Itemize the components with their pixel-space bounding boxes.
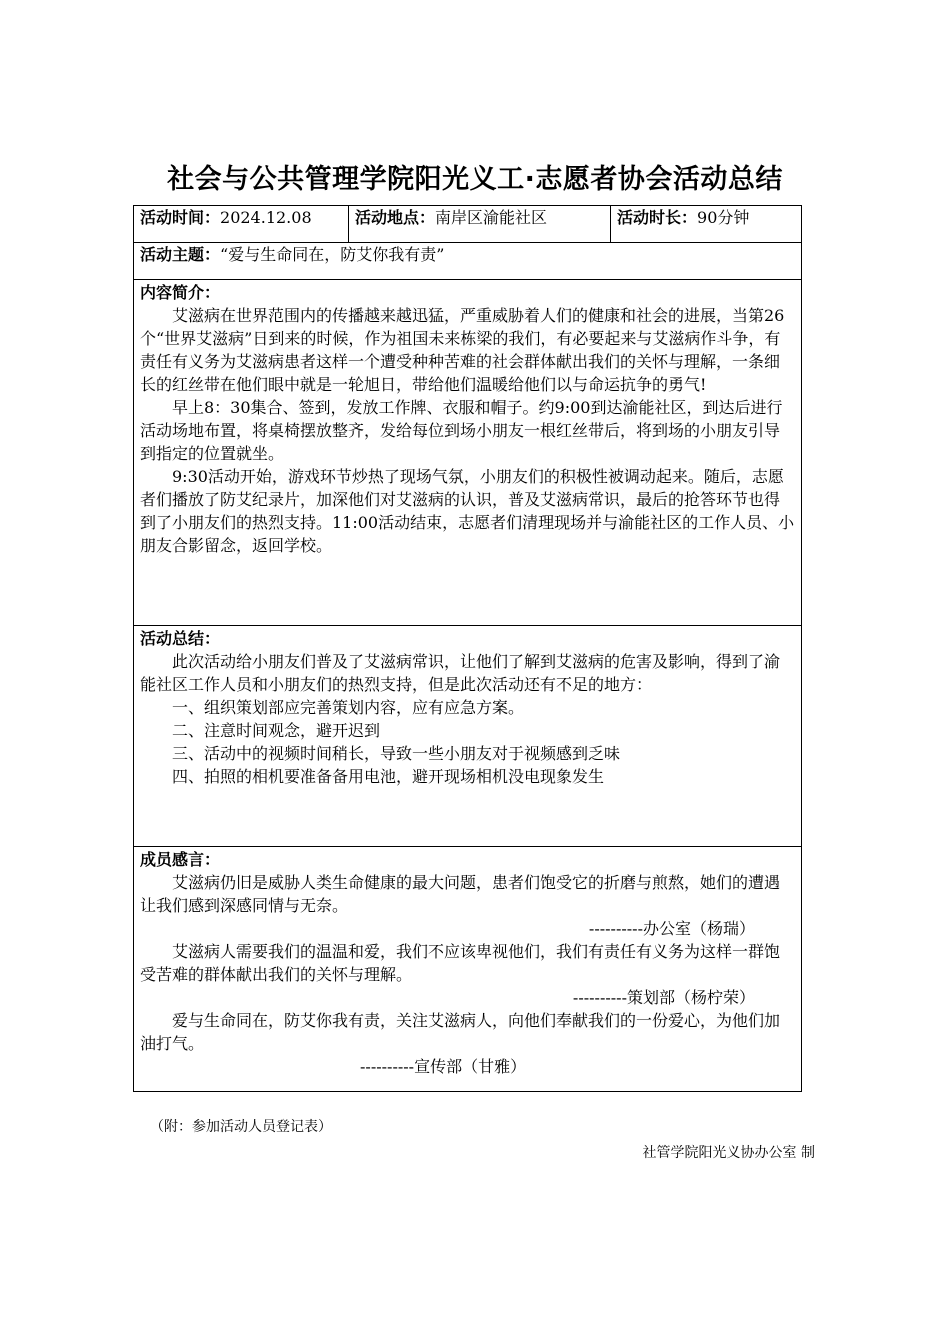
time-label: 活动时间： bbox=[140, 208, 221, 227]
feedback-row bbox=[134, 847, 802, 1092]
theme-label: 活动主题： bbox=[140, 245, 221, 264]
feedback-text: 爱与生命同在，防艾你我有责，关注艾滋病人，向他们奉献我们的一份爱心，为他们加油打气。 bbox=[140, 1011, 781, 1053]
intro-label: 内容简介： bbox=[140, 283, 221, 302]
intro-paragraph: 艾滋病在世界范围内的传播越来越迅猛，严重威胁着人们的健康和社会的进展，当第26个“世界艾滋病”日到来的时候，作为祖国未来栋梁的我们，有必要起来与艾滋病作斗争，有责任有义务为艾滋病患者这样一个遭受种种苦难的社会群体献出我们的关怀与理解，一条细长的红丝带在他们眼中就是一轮旭日，带给他们温暖给他们以与命运抗争的勇气! bbox=[140, 306, 785, 394]
intro-cell bbox=[134, 280, 802, 626]
summary-item: 四、拍照的相机要准备备用电池，避开现场相机没电现象发生 bbox=[172, 767, 605, 786]
feedback-label: 成员感言： bbox=[140, 850, 221, 869]
theme-value: “爱与生命同在，防艾你我有责” bbox=[220, 245, 445, 264]
feedback-text: 艾滋病仍旧是威胁人类生命健康的最大问题，患者们饱受它的折磨与煎熬，她们的遭遇让我们感到深感同情与无奈。 bbox=[140, 873, 781, 915]
duration-label: 活动时长： bbox=[617, 208, 698, 227]
intro-paragraph: 9:30活动开始，游戏环节炒热了现场气氛，小朋友们的积极性被调动起来。随后，志愿者们播放了防艾纪录片，加深他们对艾滋病的认识，普及艾滋病常识，最后的抢答环节也得到了小朋友们的热烈支持。11:00活动结束，志愿者们清理现场并与渝能社区的工作人员、小朋友合影留念，返回学校。 bbox=[140, 467, 795, 555]
feedback-signature: ----------策划部（杨柠荣） bbox=[572, 988, 755, 1007]
feedback-signature: ----------办公室（杨瑞） bbox=[588, 919, 755, 938]
summary-item: 三、活动中的视频时间稍长，导致一些小朋友对于视频感到乏味 bbox=[172, 744, 621, 763]
summary-cell bbox=[134, 626, 802, 847]
theme-cell bbox=[134, 243, 802, 280]
page-title: 社会与公共管理学院阳光义工·志愿者协会活动总结 bbox=[167, 164, 783, 195]
time-value: 2024.12.08 bbox=[220, 208, 312, 227]
info-row bbox=[134, 206, 802, 243]
time-cell bbox=[134, 206, 349, 243]
summary-item: 二、注意时间观念，避开迟到 bbox=[172, 721, 381, 740]
place-label: 活动地点： bbox=[355, 208, 436, 227]
theme-row bbox=[134, 243, 802, 280]
feedback-cell bbox=[134, 847, 802, 1092]
place-value: 南岸区渝能社区 bbox=[435, 208, 548, 227]
summary-paragraph: 此次活动给小朋友们普及了艾滋病常识，让他们了解到艾滋病的危害及影响，得到了渝能社区工作人员和小朋友们的热烈支持，但是此次活动还有不足的地方： bbox=[140, 652, 781, 694]
maker-note: 社管学院阳光义协办公室 制 bbox=[642, 1145, 815, 1161]
activity-summary-table bbox=[133, 205, 802, 1092]
summary-row bbox=[134, 626, 802, 847]
summary-label: 活动总结： bbox=[140, 629, 221, 648]
intro-row bbox=[134, 280, 802, 626]
duration-cell bbox=[611, 206, 802, 243]
summary-item: 一、组织策划部应完善策划内容，应有应急方案。 bbox=[172, 698, 525, 717]
feedback-signature: ----------宣传部（甘雅） bbox=[360, 1057, 527, 1076]
duration-value: 90分钟 bbox=[697, 208, 750, 227]
feedback-text: 艾滋病人需要我们的温温和爱，我们不应该卑视他们，我们有责任有义务为这样一群饱受苦难的群体献出我们的关怀与理解。 bbox=[140, 942, 781, 984]
attachment-note: （附：参加活动人员登记表） bbox=[150, 1119, 332, 1135]
intro-paragraph: 早上8：30集合、签到，发放工作牌、衣服和帽子。约9:00到达渝能社区，到达后进行活动场地布置，将桌椅摆放整齐，发给每位到场小朋友一根红丝带后，将到场的小朋友引导到指定的位置就坐。 bbox=[140, 398, 783, 463]
place-cell bbox=[349, 206, 611, 243]
